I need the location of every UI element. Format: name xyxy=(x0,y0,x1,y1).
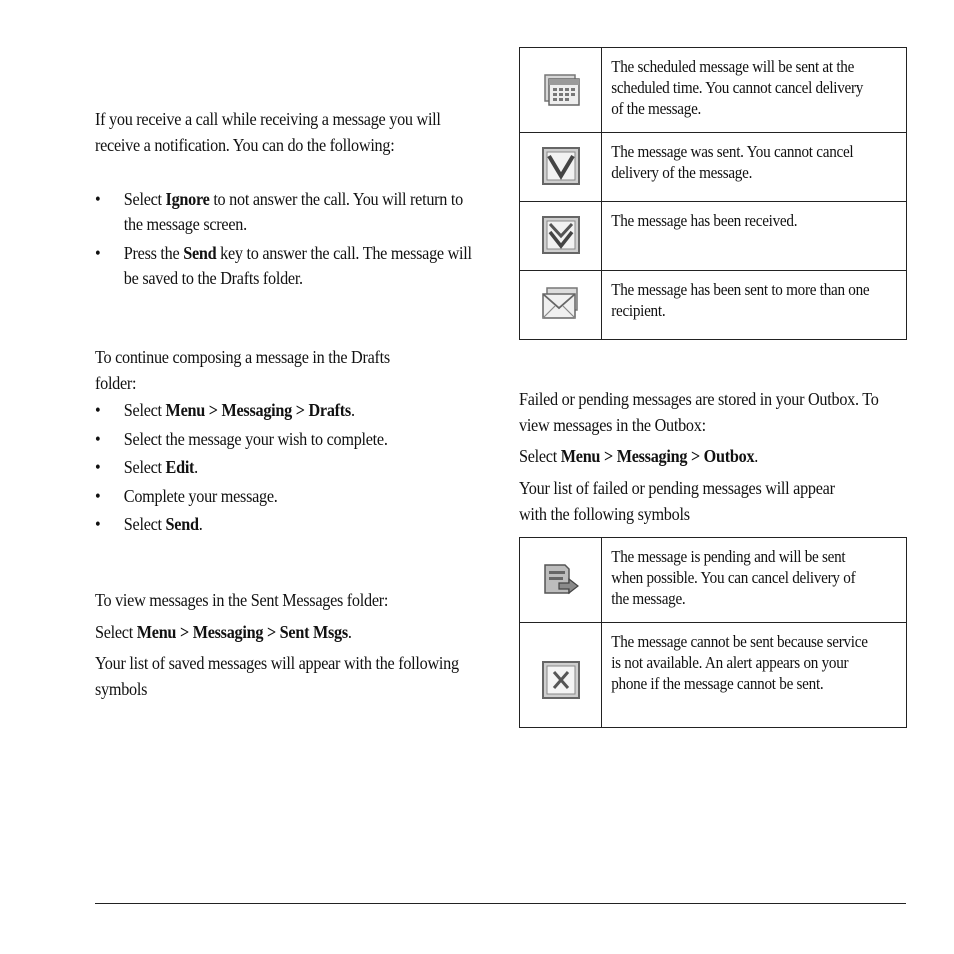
drafts-steps-list xyxy=(95,398,482,541)
list-item: • Select Menu > Messaging > Drafts. xyxy=(95,398,482,423)
list-item: • Select Ignore to not answer the call. You will return to the message screen. xyxy=(95,187,473,237)
scheduled-message-icon xyxy=(541,69,581,109)
sent-select-instruction: Select Menu > Messaging > Sent Msgs. xyxy=(95,622,352,642)
message-sent-icon xyxy=(541,146,581,186)
multiple-recipients-icon xyxy=(541,284,581,324)
table-row xyxy=(520,271,907,340)
footer-divider xyxy=(95,903,906,904)
outbox-symbols-table xyxy=(519,537,907,728)
symbol-description: The message was sent. You cannot cancel delivery of the message. xyxy=(611,142,854,182)
list-item: • Select Edit. xyxy=(95,455,482,480)
message-received-icon xyxy=(541,215,581,255)
failed-message-icon xyxy=(541,660,581,700)
symbol-description: The message cannot be sent because service is not available. An alert appears on your phone if the message cannot be sent. xyxy=(611,632,868,693)
table-row xyxy=(520,133,907,202)
symbol-description: The scheduled message will be sent at the scheduled time. You cannot cancel delivery of the message. xyxy=(611,57,864,118)
table-row xyxy=(520,538,907,623)
table-row xyxy=(520,202,907,271)
outbox-intro-paragraph: Failed or pending messages are stored in your Outbox. To view messages in the Outbox: xyxy=(519,389,879,435)
drafts-intro-paragraph: To continue composing a message in the Drafts folder: xyxy=(95,347,390,393)
list-item: • Complete your message. xyxy=(95,484,482,509)
table-row xyxy=(520,623,907,728)
sent-symbols-table xyxy=(519,47,907,340)
outbox-select-instruction: Select Menu > Messaging > Outbox. xyxy=(519,446,759,466)
list-item: • Select the message your wish to complete. xyxy=(95,427,482,452)
sent-list-paragraph: Your list of saved messages will appear with the following symbols xyxy=(95,653,459,699)
pending-message-icon xyxy=(541,559,581,599)
list-item: • Select Send. xyxy=(95,512,482,537)
symbol-description: The message is pending and will be sent when possible. You can cancel delivery of the message. xyxy=(611,547,856,608)
call-options-list xyxy=(95,187,473,295)
outbox-list-paragraph: Your list of failed or pending messages will appear with the following symbols xyxy=(519,478,835,524)
symbol-description: The message has been received. xyxy=(611,211,798,230)
list-item: • Press the Send key to answer the call. The message will be saved to the Drafts folder. xyxy=(95,241,473,291)
call-intro-paragraph: If you receive a call while receiving a message you will receive a notification. You can do the following: xyxy=(95,109,441,155)
sent-intro-paragraph: To view messages in the Sent Messages folder: xyxy=(95,590,389,610)
symbol-description: The message has been sent to more than one recipient. xyxy=(611,280,870,320)
table-row xyxy=(520,48,907,133)
